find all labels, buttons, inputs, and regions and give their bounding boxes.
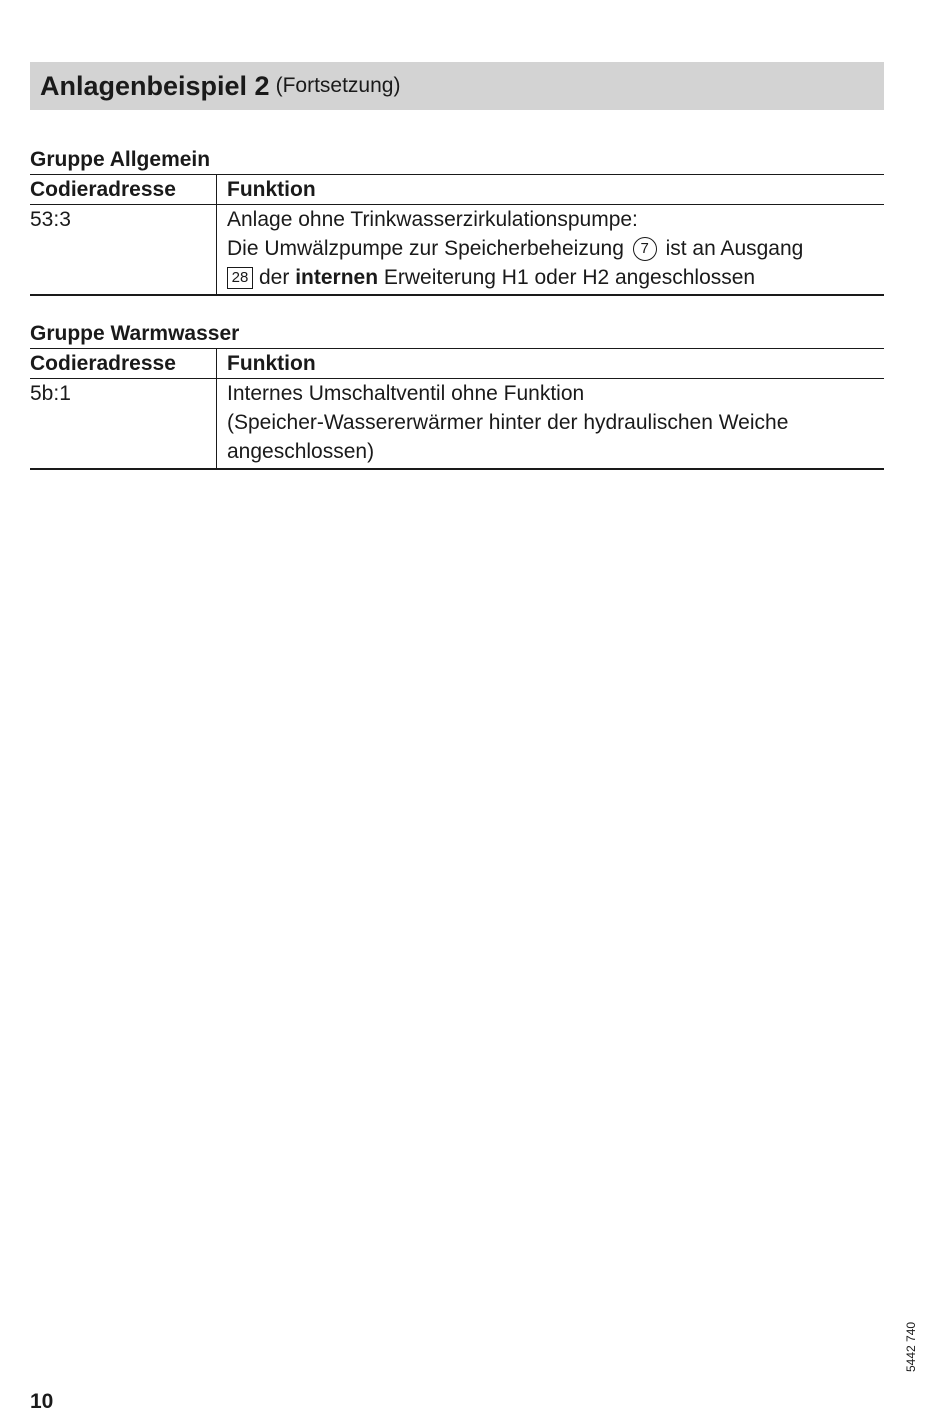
- function-description: [217, 379, 885, 470]
- coding-table: [30, 348, 884, 470]
- function-text: Die Umwälzpumpe zur Speicherbeheizung: [227, 237, 624, 260]
- column-header-address: Codieradresse: [30, 349, 217, 379]
- header-subtitle: (Fortsetzung): [275, 74, 401, 97]
- section-title: Gruppe Warmwasser: [30, 322, 240, 345]
- boxed-reference: 28: [227, 267, 253, 289]
- function-line: angeschlossen): [227, 440, 375, 463]
- table-header-row: [30, 349, 884, 379]
- function-emphasis: internen: [295, 266, 379, 289]
- table-row: [30, 379, 884, 470]
- coding-table: [30, 174, 884, 296]
- function-text: Erweiterung H1 oder H2 angeschlossen: [383, 266, 756, 289]
- function-description: [217, 205, 885, 296]
- circled-reference: 7: [633, 237, 657, 261]
- coding-address: 5b:1: [30, 379, 217, 470]
- function-line: Anlage ohne Trinkwasserzirkulationspumpe:: [227, 208, 638, 231]
- section-warmwasser: [30, 320, 884, 470]
- function-line: Internes Umschaltventil ohne Funktion: [227, 382, 585, 405]
- page-number: 10: [30, 1390, 54, 1413]
- table-header-row: [30, 175, 884, 205]
- section-allgemein: [30, 146, 884, 296]
- coding-address: 53:3: [30, 205, 217, 296]
- column-header-address: Codieradresse: [30, 175, 217, 205]
- column-header-function: Funktion: [217, 349, 885, 379]
- function-text: ist an Ausgang: [665, 237, 804, 260]
- function-text: der: [259, 266, 290, 289]
- document-number: 5442 740: [904, 1321, 918, 1372]
- page-header: [30, 62, 884, 110]
- function-line: [227, 263, 884, 292]
- function-line: [227, 234, 884, 263]
- table-row: [30, 205, 884, 296]
- function-line: (Speicher-Wassererwärmer hinter der hydraulischen Weiche: [227, 411, 789, 434]
- header-title: Anlagenbeispiel 2: [40, 70, 270, 101]
- section-title: Gruppe Allgemein: [30, 148, 211, 171]
- column-header-function: Funktion: [217, 175, 885, 205]
